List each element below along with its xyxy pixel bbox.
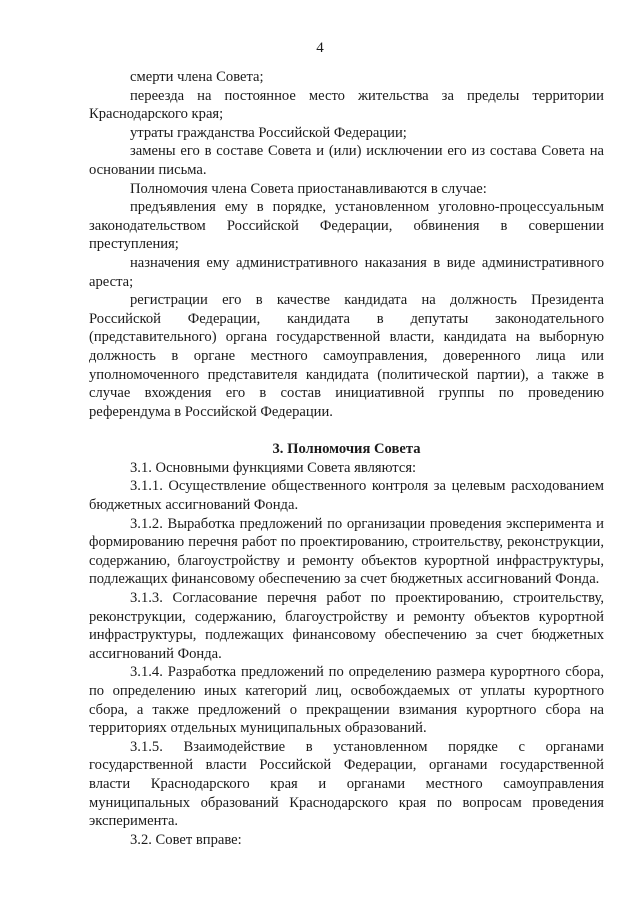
paragraph: 3.1.3. Согласование перечня работ по проектированию, строительству, реконструкции, содержанию, благоустройству и ремонту объектов курортной инфраструктуры, подлежащих финансовому обеспечению за счет бюджетных ассигнований Фонда. xyxy=(89,590,604,662)
paragraph: утраты гражданства Российской Федерации; xyxy=(130,124,407,141)
paragraph: 3.1.2. Выработка предложений по организации проведения эксперимента и формированию перечня работ по проектированию, строительству, реконструкции, содержанию, благоустройству и ремонту объектов курортной инфраструктуры, подлежащих финансовому обеспечению за счет бюджетных ассигнований Фонда. xyxy=(89,515,604,588)
paragraph: замены его в составе Совета и (или) исключении его из состава Совета на основании письма. xyxy=(89,143,604,178)
paragraph: Полномочия члена Совета приостанавливаются в случае: xyxy=(130,180,487,197)
paragraph: 3.1. Основными функциями Совета являются: xyxy=(130,459,417,476)
paragraph: 3.1.1. Осуществление общественного контроля за целевым расходованием бюджетных ассигнований Фонда. xyxy=(89,478,604,514)
section-title: 3. Полномочия Совета xyxy=(272,441,421,458)
paragraph: смерти члена Совета; xyxy=(130,69,264,85)
paragraph: 3.1.4. Разработка предложений по определению размера курортного сбора, по определению иных категорий лиц, освобождаемых от уплаты курортного сбора, а также предложений о прекращении взимания курортного сбора на территориях отдельных муниципальных образований. xyxy=(89,664,604,737)
paragraph: назначения ему административного наказания в виде административного ареста; xyxy=(89,254,604,290)
page-number: 4 xyxy=(316,40,324,56)
document-body xyxy=(89,68,604,849)
paragraph: переезда на постоянное место жительства за пределы территории Краснодарского края; xyxy=(89,87,604,123)
paragraph: 3.2. Совет вправе: xyxy=(130,831,242,848)
paragraph: предъявления ему в порядке, установленном уголовно-процессуальным законодательством Российской Федерации, обвинения в совершении преступления; xyxy=(89,199,604,253)
paragraph: 3.1.5. Взаимодействие в установленном порядке с органами государственной власти Российской Федерации, органами государственной власти Краснодарского края и органами местного самоуправления муниципальных образований Краснодарского края по вопросам проведения эксперимента. xyxy=(89,738,604,830)
paragraph: регистрации его в качестве кандидата на должность Президента Российской Федерации, кандидата в депутаты законодательного (представительного) органа государственной власти, кандидата на выборную должность в органе местного самоуправления, доверенного лица или уполномоченного представителя кандидата (политической партии), а также в случае вхождения его в состав инициативной группы по проведению референдума в Российской Федерации. xyxy=(89,292,604,420)
